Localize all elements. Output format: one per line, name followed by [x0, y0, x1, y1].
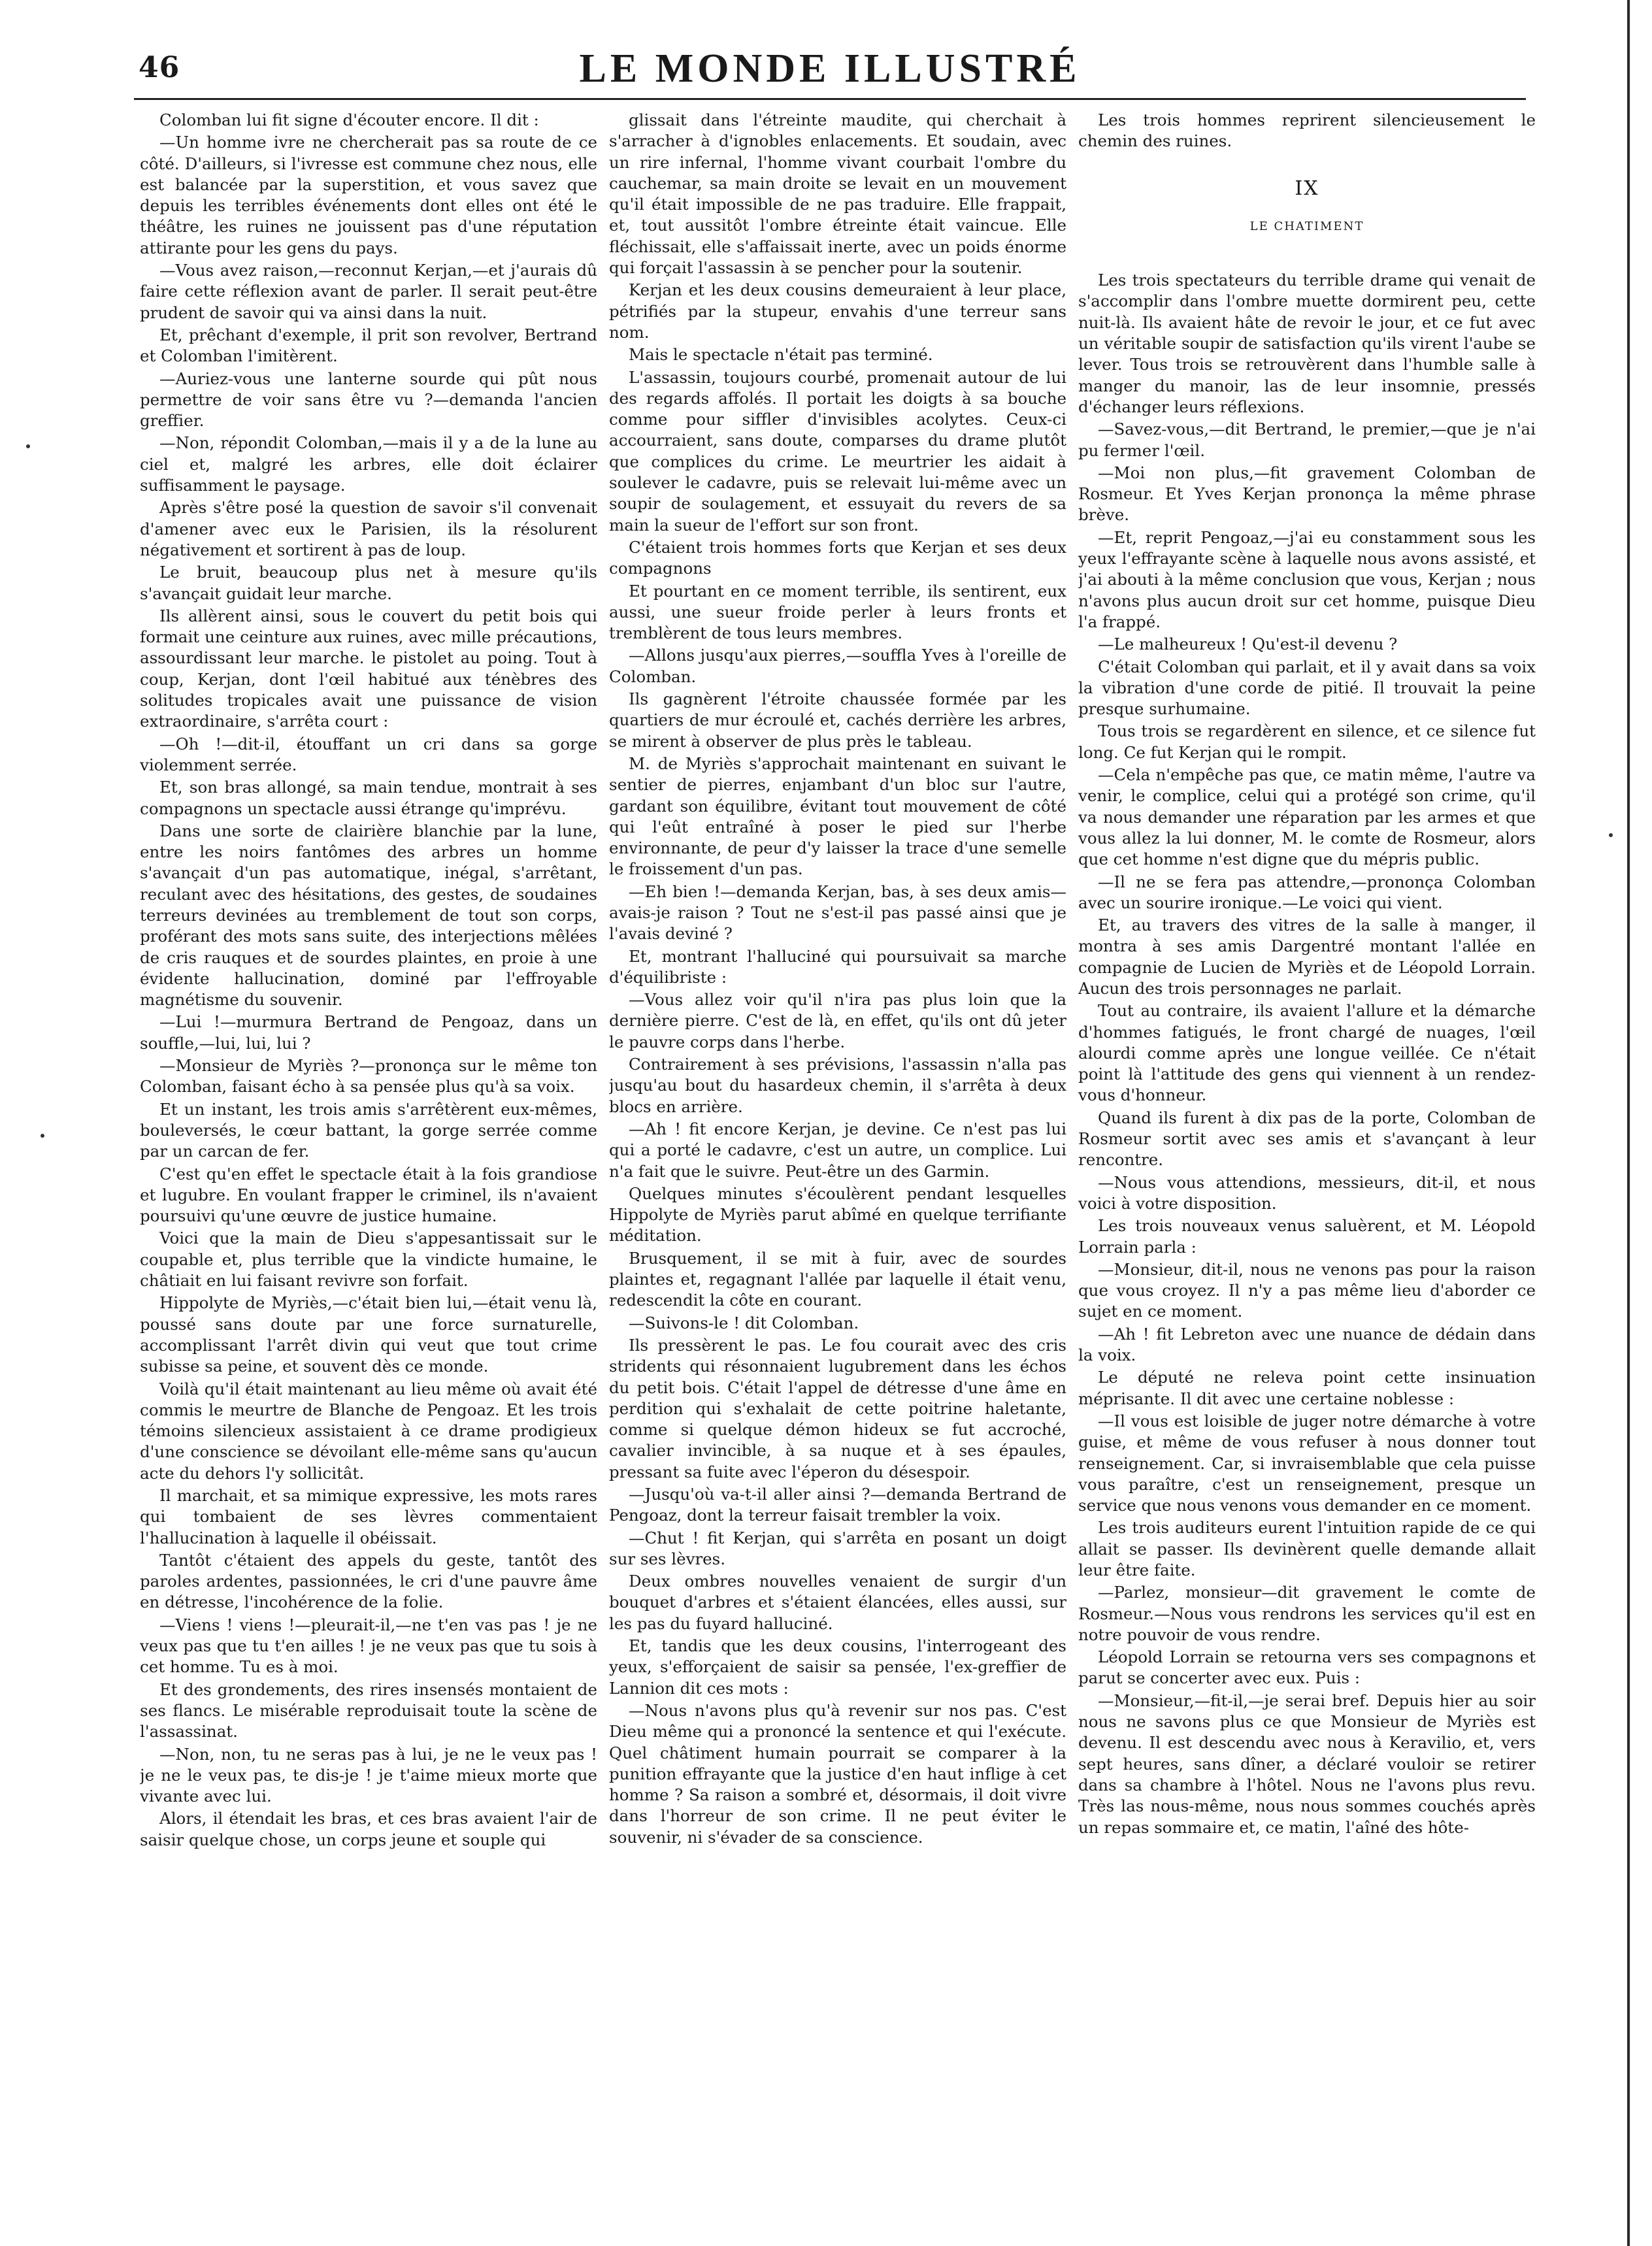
paragraph: Hippolyte de Myriès,—c'était bien lui,—était venu là, poussé sans doute par une force surnaturelle, accomplissant l'arrêt divin qui veut que tout crime subisse sa peine, et souvent dès ce monde. — [140, 1293, 597, 1376]
paragraph: Et, montrant l'halluciné qui poursuivait sa marche d'équilibriste : — [609, 946, 1066, 987]
paragraph: —Savez-vous,—dit Bertrand, le premier,—que je n'ai pu fermer l'œil. — [1078, 420, 1536, 460]
paragraph: —Monsieur, dit-il, nous ne venons pas pour la raison que vous croyez. Il n'y a pas même lieu d'aborder ce sujet en ce moment. — [1078, 1259, 1536, 1321]
paragraph: —Moi non plus,—fit gravement Colomban de Rosmeur. Et Yves Kerjan prononça la même phrase brève. — [1078, 463, 1536, 525]
paragraph: Voici que la main de Dieu s'appesantissait sur le coupable et, plus terrible que la vindicte humaine, le châtiait en lui faisant revivre son forfait. — [140, 1229, 597, 1291]
paragraph: Ils allèrent ainsi, sous le couvert du petit bois qui formait une ceinture aux ruines, avec mille précautions, assourdissant leur marche. le pistolet au poing. Tout à coup, Kerjan, dont l'œil habitué aux ténèbres des solitudes tropicales avait une puissance de vision extraordinaire, s'arrêta court : — [140, 606, 597, 731]
paragraph: —Vous avez raison,—reconnut Kerjan,—et j'aurais dû faire cette réflexion avant de parler. Il serait peut-être prudent de savoir qui va ainsi dans la nuit. — [140, 261, 597, 322]
paragraph: —Le malheureux ! Qu'est-il devenu ? — [1098, 635, 1398, 654]
chapter-title: LE CHATIMENT — [1249, 219, 1364, 233]
scan-speck — [1609, 833, 1613, 837]
paragraph: —Oh !—dit-il, étouffant un cri dans sa gorge violemment serrée. — [140, 734, 597, 774]
paragraph: Dans une sorte de clairière blanchie par la lune, entre les noirs fantômes des arbres un homme s'avançait d'un pas automatique, inégal, s'arrêtant, reculant avec des hésitations, des gestes, de soudaines terreurs devinées au tremblement de tout son corps, proférant des mots sans suite, des interjections mêlées de cris rauques et de sourdes plaintes, en proie à une évidente hallucination, dominé par l'effroyable magnétisme du souvenir. — [140, 821, 597, 1010]
scan-speck — [26, 444, 30, 448]
paragraph: —Et, reprit Pengoaz,—j'ai eu constamment sous les yeux l'effrayante scène à laquelle nous avons assisté, et j'ai abouti à la même conclusion que vous, Kerjan ; nous n'avons plus aucun droit sur cet homme, puisque Dieu l'a frappé. — [1078, 527, 1536, 631]
paragraph: Ils pressèrent le pas. Le fou courait avec des cris stridents qui résonnaient lugubrement dans les échos du petit bois. C'était l'appel de détresse d'une âme en perdition qui s'exhalait de cette poitrine haletante, comme si quelque démon hideux se fut accroché, cavalier invincible, à sa nuque et à ses épaules, pressant sa fuite avec l'éperon du désespoir. — [609, 1335, 1066, 1481]
paragraph: Le député ne releva point cette insinuation méprisante. Il dit avec une certaine noblesse : — [1078, 1368, 1536, 1408]
paragraph: Kerjan et les deux cousins demeuraient à leur place, pétrifiés par la stupeur, envahis d'une terreur sans nom. — [609, 280, 1066, 342]
paragraph: —Un homme ivre ne chercherait pas sa route de ce côté. D'ailleurs, si l'ivresse est commune chez nous, elle est balancée par la superstition, et vous savez que depuis les terribles événements dont elles ont été le théâtre, les ruines ne jouissent pas d'une réputation attirante pour les gens du pays. — [140, 133, 597, 257]
paragraph: —Nous n'avons plus qu'à revenir sur nos pas. C'est Dieu même qui a prononcé la sentence et qui l'exécute. Quel châtiment humain pourrait se comparer à la punition effrayante que la justice d'en haut inflige à cet homme ? Sa raison a sombré et, désormais, il doit vivre dans l'horreur de son crime. Il ne peut éviter le souvenir, ni s'évader de sa conscience. — [609, 1700, 1066, 1847]
chapter-number: IX — [1295, 176, 1319, 200]
paragraph: —Jusqu'où va-t-il aller ainsi ?—demanda Bertrand de Pengoaz, dont la terreur faisait trembler la voix. — [609, 1485, 1066, 1525]
paragraph: —Monsieur de Myriès ?—prononça sur le même ton Colomban, faisant écho à sa pensée plus qu'à sa voix. — [140, 1056, 597, 1097]
paragraph: Brusquement, il se mit à fuir, avec de sourdes plaintes et, regagnant l'allée par laquelle il était venu, redescendit la côte en courant. — [609, 1248, 1066, 1310]
paragraph: Les trois nouveaux venus saluèrent, et M. Léopold Lorrain parla : — [1078, 1216, 1536, 1257]
paragraph: —Eh bien !—demanda Kerjan, bas, à ses deux amis—avais-je raison ? Tout ne s'est-il pas passé ainsi que je l'avais deviné ? — [609, 882, 1066, 944]
text-column-2 — [609, 110, 1066, 2214]
paragraph: M. de Myriès s'approchait maintenant en suivant le sentier de pierres, enjambant d'un bloc sur l'autre, gardant son équilibre, évitant tout mouvement de côté qui l'eût entraîné à poser le pied sur l'herbe environnante, de peur d'y laisser la trace d'une semelle le froissement d'un pas. — [609, 753, 1066, 879]
paragraph: glissait dans l'étreinte maudite, qui cherchait à s'arracher à d'ignobles enlacements. Et soudain, avec un rire infernal, l'homme vivant courbait l'ombre du cauchemar, sa main droite se levait en un mouvement qu'il était impossible de ne pas traduire. Elle frappait, et, tout aussitôt l'ombre étreinte était vaincue. Elle fléchissait, elle s'affaissait inerte, avec un poids énorme qui forçait l'assassin à se pencher pour la soutenir. — [609, 110, 1066, 278]
paragraph: —Cela n'empêche pas que, ce matin même, l'autre va venir, le complice, celui qui a protégé son crime, qu'il va nous demander une réparation par les armes et que vous allez la lui donner, M. le comte de Rosmeur, alors que cet homme n'est digne que du mépris public. — [1078, 765, 1536, 869]
header-rule — [134, 98, 1526, 100]
paragraph: —Ah ! fit Lebreton avec une nuance de dédain dans la voix. — [1078, 1324, 1536, 1365]
paragraph: —Lui !—murmura Bertrand de Pengoaz, dans un souffle,—lui, lui, lui ? — [140, 1012, 597, 1053]
paragraph: Quelques minutes s'écoulèrent pendant lesquelles Hippolyte de Myriès parut abîmé en quelque terrifiante méditation. — [609, 1183, 1066, 1246]
paragraph: Léopold Lorrain se retourna vers ses compagnons et parut se concerter avec eux. Puis : — [1078, 1647, 1536, 1688]
paragraph: Tantôt c'étaient des appels du geste, tantôt des paroles ardentes, passionnées, le cri d'une pauvre âme en détresse, l'incohérence de la folie. — [140, 1550, 597, 1612]
paragraph: Alors, il étendait les bras, et ces bras avaient l'air de saisir quelque chose, un corps jeune et souple qui — [140, 1809, 597, 1849]
paragraph: Et, son bras allongé, sa main tendue, montrait à ses compagnons un spectacle aussi étrange qu'imprévu. — [140, 778, 597, 818]
paragraph: Les trois spectateurs du terrible drame qui venait de s'accomplir dans l'ombre muette dormirent peu, cette nuit-là. Ils avaient hâte de revoir le jour, et ce fut avec un véritable soupir de satisfaction qu'ils virent l'aube se lever. Tous trois se retrouvèrent dans l'humble salle à manger du manoir, las de leur insomnie, pressés d'échanger leurs réflexions. — [1078, 271, 1536, 416]
paragraph: Tout au contraire, ils avaient l'allure et la démarche d'hommes fatigués, le front chargé de nuages, l'œil alourdi comme après une longue veillée. Ce n'était point là l'attitude des gens qui viennent à un rendez-vous d'honneur. — [1078, 1001, 1536, 1105]
paragraph: Voilà qu'il était maintenant au lieu même où avait été commis le meurtre de Blanche de Pengoaz. Et les trois témoins silencieux assistaient à ce drame prodigieux d'une conscience se dévoilant elle-même sans qu'aucun acte du dehors l'y sollicitât. — [140, 1379, 597, 1483]
paragraph: —Non, non, tu ne seras pas à lui, je ne le veux pas ! je ne le veux pas, te dis-je ! je t'aime mieux morte que vivante avec lui. — [140, 1744, 597, 1806]
text-column-1 — [140, 110, 597, 2214]
paragraph: Le bruit, beaucoup plus net à mesure qu'ils s'avançait guidait leur marche. — [140, 563, 597, 603]
paragraph: Et des grondements, des rires insensés montaient de ses flancs. Le misérable reproduisait toute la scène de l'assassinat. — [140, 1679, 597, 1742]
page-number: 46 — [139, 51, 180, 84]
paragraph: Mais le spectacle n'était pas terminé. — [629, 345, 933, 365]
paragraph: Et un instant, les trois amis s'arrêtèrent eux-mêmes, bouleversés, le cœur battant, la gorge serrée comme par un carcan de fer. — [140, 1099, 597, 1161]
masthead-title: LE MONDE ILLUSTRÉ — [579, 46, 1081, 91]
paragraph: Deux ombres nouvelles venaient de surgir d'un bouquet d'arbres et s'étaient élancées, elles aussi, sur les pas du fuyard halluciné. — [609, 1572, 1066, 1633]
paragraph: —Monsieur,—fit-il,—je serai bref. Depuis hier au soir nous ne savons plus ce que Monsieur de Myriès est devenu. Il est descendu avec nous à Keravilio, et, vers sept heures, sans dîner, a déclaré vouloir se retirer dans sa chambre à l'hôtel. Nous ne l'avons plus revu. Très las nous-même, nous nous sommes couchés après un repas sommaire et, ce matin, l'aîné des hôte- — [1078, 1691, 1536, 1837]
paragraph: Colomban lui fit signe d'écouter encore. Il dit : — [159, 110, 539, 129]
scan-speck — [41, 1134, 44, 1138]
paragraph: —Allons jusqu'aux pierres,—souffla Yves à l'oreille de Colomban. — [609, 646, 1066, 686]
paragraph: Après s'être posé la question de savoir s'il convenait d'amener avec eux le Parisien, ils la résolurent négativement et sortirent à pas de loup. — [140, 498, 597, 559]
paragraph: Et, prêchant d'exemple, il prit son revolver, Bertrand et Colomban l'imitèrent. — [140, 325, 597, 366]
paragraph: Et, tandis que les deux cousins, l'interrogeant des yeux, s'efforçaient de saisir sa pensée, l'ex-greffier de Lannion dit ces mots : — [609, 1636, 1066, 1698]
paragraph: Quand ils furent à dix pas de la porte, Colomban de Rosmeur sortit avec ses amis et s'avançant à leur rencontre. — [1078, 1108, 1536, 1170]
paragraph: Ils gagnèrent l'étroite chaussée formée par les quartiers de mur écroulé et, cachés derrière les arbres, se mirent à observer de plus près le tableau. — [609, 689, 1066, 751]
paragraph: —Suivons-le ! dit Colomban. — [629, 1313, 859, 1332]
paragraph: —Ah ! fit encore Kerjan, je devine. Ce n'est pas lui qui a porté le cadavre, c'est un autre, un complice. Lui n'a fait que le suivre. Peut-être un des Garmin. — [609, 1119, 1066, 1181]
paragraph: Il marchait, et sa mimique expressive, les mots rares qui tombaient de ses lèvres commentaient l'hallucination à laquelle il obéissait. — [140, 1486, 597, 1547]
paragraph: C'étaient trois hommes forts que Kerjan et ses deux compagnons — [609, 537, 1066, 578]
text-column-3 — [1078, 110, 1536, 2214]
paragraph: —Il vous est loisible de juger notre démarche à votre guise, et même de vous refuser à nous donner tout renseignement. Car, si invraisemblable que cela puisse vous paraître, c'est un renseignement, presque un service que nous venons vous demander en ce moment. — [1078, 1411, 1536, 1515]
paragraph: —Nous vous attendions, messieurs, dit-il, et nous voici à votre disposition. — [1078, 1172, 1536, 1213]
chapter-lead: Les trois hommes reprirent silencieusement le chemin des ruines. — [1078, 110, 1536, 151]
paragraph: Tous trois se regardèrent en silence, et ce silence fut long. Ce fut Kerjan qui le rompit. — [1078, 721, 1536, 762]
page-edge-scan-line — [1627, 0, 1630, 2246]
paragraph: C'est qu'en effet le spectacle était à la fois grandiose et lugubre. En voulant frapper le criminel, ils n'avaient poursuivi qu'une œuvre de justice humaine. — [140, 1164, 597, 1226]
paragraph: Contrairement à ses prévisions, l'assassin n'alla pas jusqu'au bout du hasardeux chemin, il s'arrêta à deux blocs en arrière. — [609, 1055, 1066, 1116]
paragraph: Et pourtant en ce moment terrible, ils sentirent, eux aussi, une sueur froide perler à leurs fronts et tremblèrent de tous leurs membres. — [609, 581, 1066, 643]
paragraph: C'était Colomban qui parlait, et il y avait dans sa voix la vibration d'une corde de pitié. Il trouvait la peine presque surhumaine. — [1078, 657, 1536, 719]
paragraph: L'assassin, toujours courbé, promenait autour de lui des regards affolés. Il portait les doigts à sa bouche comme pour siffler d'invisibles acolytes. Ceux-ci accourraient, sans doute, comparses du drame plutôt que complices du crime. Le meurtrier les aidait à soulever le cadavre, puis se relevait lui-même avec un soupir de soulagement, et essuyait du revers de sa main la sueur de l'effort sur son front. — [609, 367, 1066, 535]
paragraph: Les trois auditeurs eurent l'intuition rapide de ce qui allait se passer. Ils devinèrent quelle demande allait leur être faite. — [1078, 1518, 1536, 1579]
paragraph: —Parlez, monsieur—dit gravement le comte de Rosmeur.—Nous vous rendrons les services qu'il est en notre pouvoir de vous rendre. — [1078, 1583, 1536, 1644]
paragraph: —Viens ! viens !—pleurait-il,—ne t'en vas pas ! je ne veux pas que tu t'en ailles ! je ne veux pas que tu sois à cet homme. Tu es à moi. — [140, 1615, 597, 1677]
paragraph: —Vous allez voir qu'il n'ira pas plus loin que la dernière pierre. C'est de là, en effet, qu'ils ont dû jeter le pauvre corps dans l'herbe. — [609, 990, 1066, 1051]
paragraph: —Auriez-vous une lanterne sourde qui pût nous permettre de voir sans être vu ?—demanda l'ancien greffier. — [140, 369, 597, 431]
paragraph: Et, au travers des vitres de la salle à manger, il montra à ses amis Dargentré montant l'allée en compagnie de Lucien de Myriès et de Léopold Lorrain. Aucun des trois personnages ne parlait. — [1078, 916, 1536, 998]
paragraph: —Non, répondit Colomban,—mais il y a de la lune au ciel et, malgré les arbres, elle doit éclairer suffisamment le paysage. — [140, 433, 597, 495]
paragraph: —Il ne se fera pas attendre,—prononça Colomban avec un sourire ironique.—Le voici qui vient. — [1078, 872, 1536, 912]
paragraph: —Chut ! fit Kerjan, qui s'arrêta en posant un doigt sur ses lèvres. — [609, 1528, 1066, 1568]
